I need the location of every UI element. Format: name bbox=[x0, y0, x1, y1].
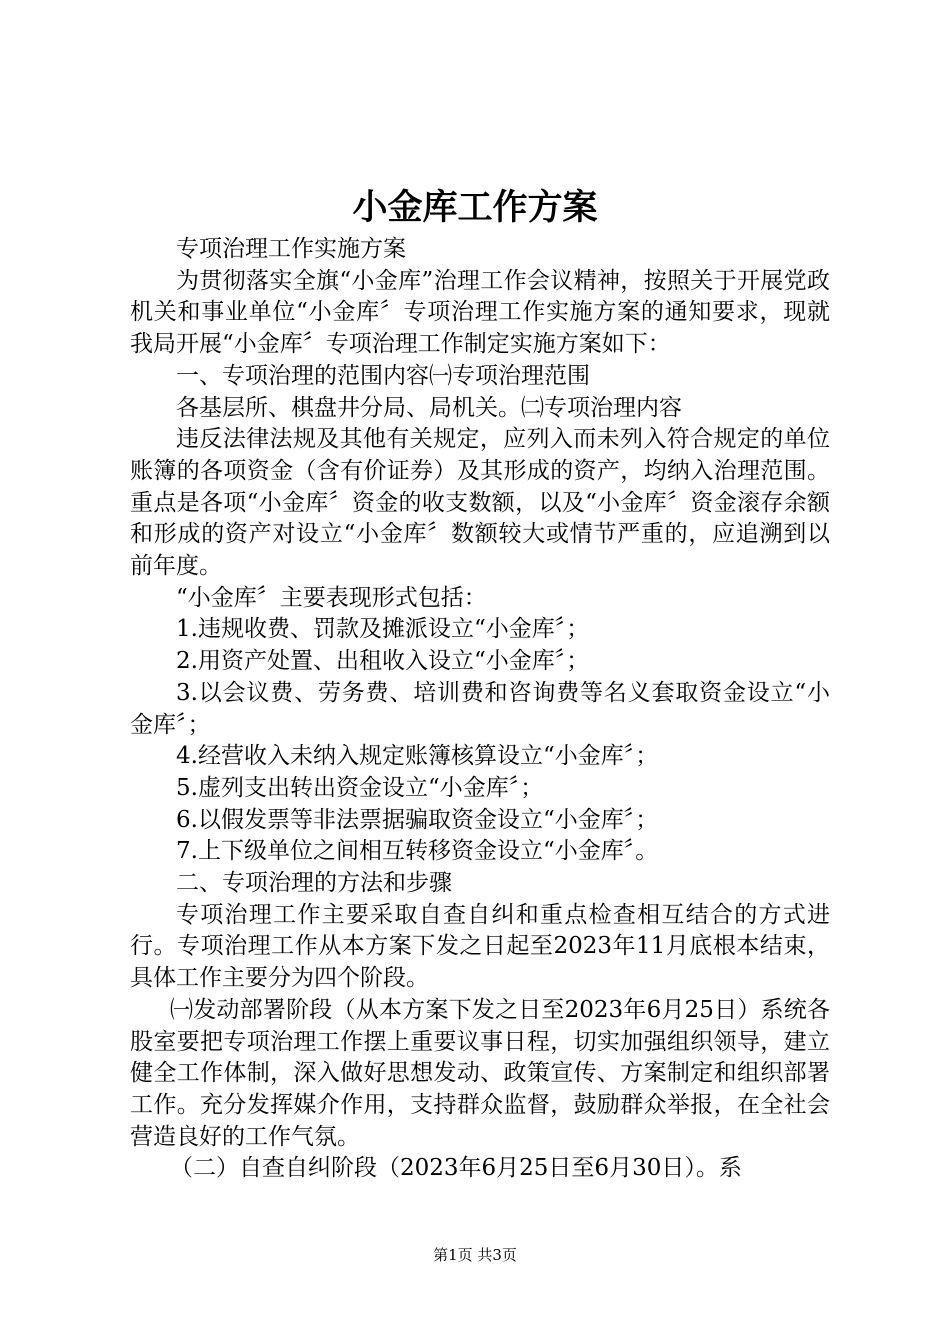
paragraph: 为贯彻落实全旗“小金库”治理工作会议精神，按照关于开展党政机关和事业单位“小金库〞专项治理工作实施方案的通知要求，现就我局开展“小金库〞专项治理工作制定实施方案如下： bbox=[130, 267, 830, 358]
list-item: 2.用资产处置、出租收入设立“小金库〞； bbox=[176, 648, 590, 675]
paragraph: 各基层所、棋盘井分局、局机关。㈡专项治理内容 bbox=[176, 394, 682, 421]
paragraph: 专项治理工作主要采取自查自纠和重点检查相互结合的方式进行。专项治理工作从本方案下发之日起至2023年11月底根本结束，具体工作主要分为四个阶段。 bbox=[130, 901, 830, 992]
paragraph: “小金库〞主要表现形式包括： bbox=[176, 584, 487, 611]
list-item: 5.虚列支出转出资金设立“小金库〞； bbox=[176, 774, 544, 801]
page-indicator: 第1页 共3页 bbox=[433, 1246, 517, 1264]
paragraph: （二）自查自纠阶段（2023年6月25日至6月30日）。系 bbox=[170, 1155, 742, 1182]
document-body bbox=[130, 234, 830, 1185]
paragraph: 违反法律法规及其他有关规定，应列入而未列入符合规定的单位账簿的各项资金（含有价证券）及其形成的资产，均纳入治理范围。重点是各项“小金库〞资金的收支数额，以及“小金库〞资金滚存余额和形成的资产对设立“小金库〞数额较大或情节严重的，应追溯到以前年度。 bbox=[130, 426, 830, 580]
list-item: 4.经营收入未纳入规定账簿核算设立“小金库〞； bbox=[176, 743, 659, 770]
paragraph: 专项治理工作实施方案 bbox=[176, 236, 406, 262]
page-title: 小金库工作方案 bbox=[352, 187, 598, 228]
section-heading: 二、专项治理的方法和步骤 bbox=[176, 870, 452, 897]
paragraph: 一、专项治理的范围内容㈠专项治理范围 bbox=[176, 362, 590, 389]
list-item: 3.以会议费、劳务费、培训费和咨询费等名义套取资金设立“小金库〞； bbox=[130, 679, 830, 738]
list-item: 7.上下级单位之间相互转移资金设立“小金库〞。 bbox=[176, 838, 659, 865]
list-item: 1.违规收费、罚款及摊派设立“小金库〞； bbox=[176, 616, 590, 643]
paragraph: ㈠发动部署阶段（从本方案下发之日至2023年6月25日）系统各股室要把专项治理工作摆上重要议事日程，切实加强组织领导，建立健全工作体制，深入做好思想发动、政策宣传、方案制定和组织部署工作。充分发挥媒介作用，支持群众监督，鼓励群众举报，在全社会营造良好的工作气氛。 bbox=[130, 996, 830, 1150]
list-item: 6.以假发票等非法票据骗取资金设立“小金库〞； bbox=[176, 806, 659, 833]
